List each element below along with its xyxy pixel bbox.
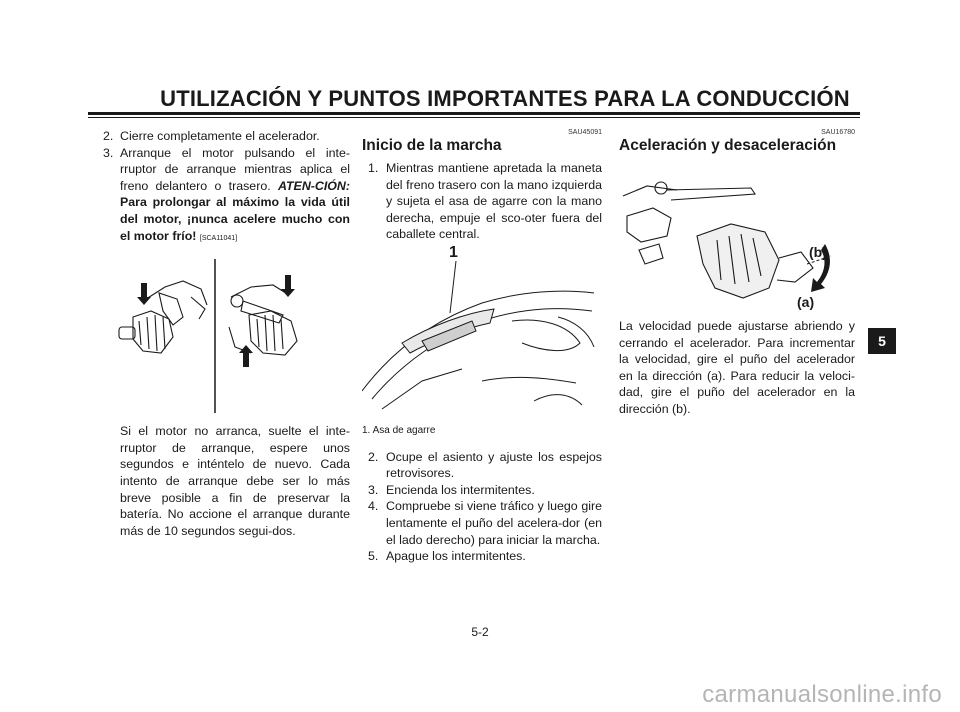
list-number: 4. — [368, 499, 379, 514]
list-number: 3. — [103, 145, 114, 160]
watermark: carmanualsonline.info — [702, 681, 942, 708]
arrow-up-icon — [239, 345, 253, 367]
list-item — [362, 498, 602, 548]
column-1 — [103, 128, 350, 539]
list-text: Encienda los intermitentes. — [386, 482, 535, 497]
arrow-down-icon — [137, 283, 151, 305]
direction-label-a: (a) — [797, 294, 815, 310]
list-text: Apague los intermitentes. — [386, 549, 526, 564]
arrow-down-icon — [281, 275, 295, 297]
list-item — [362, 449, 602, 482]
list-text: Compruebe si viene tráfico y luego gire lentamente el puño del acelera-dor (en el lado derecho) para iniciar la marcha. — [386, 499, 602, 547]
starter-illustration — [103, 257, 350, 415]
list-number: 2. — [103, 129, 114, 143]
list-item — [362, 160, 602, 243]
list-text: Mientras mantiene apretada la maneta del freno trasero con la mano izquierda y sujeta el asa de agarre con la mano derecha, empuje el sco-oter fuera del caballete central. — [386, 161, 602, 242]
steps-list — [362, 449, 602, 565]
section-code: SAU16780 — [821, 129, 855, 136]
starting-paragraph: Si el motor no arranca, suelte el inte-rruptor de arranque, espere unos segundos e inténtelo de nuevo. Cada intento de arranque debe ser lo más breve posible a fin de preservar la batería. No accione el arranque durante más de 10 segundos segui-dos. — [120, 424, 350, 538]
figure-caption: 1. Asa de agarre — [362, 424, 436, 436]
throttle-grip-image — [619, 160, 855, 310]
list-item — [362, 482, 602, 499]
list-number: 3. — [368, 482, 379, 497]
chapter-tab: 5 — [868, 328, 896, 354]
list-item — [362, 548, 602, 565]
page-header-title: UTILIZACIÓN Y PUNTOS IMPORTANTES PARA LA CONDUCCIÓN — [160, 86, 850, 111]
column-3 — [619, 128, 855, 418]
list-number: 5. — [368, 549, 379, 564]
list-text: Arranque el motor pulsando el inte-rruptor de arranque mientras aplica el freno delantero o trasero. — [120, 145, 350, 193]
list-item — [103, 145, 350, 248]
throttle-illustration — [619, 160, 855, 310]
direction-label-b: (b) — [809, 244, 827, 260]
list-number: 1. — [368, 161, 379, 175]
list-item — [103, 128, 350, 145]
list-number: 2. — [368, 449, 379, 464]
section-title: Inicio de la marcha — [362, 137, 502, 154]
caution-text: Para prolongar al máximo la vida útil del motor, ¡nunca acelere mucho con el motor frío! — [120, 195, 350, 243]
list-text: Cierre completamente el acelerador. — [120, 129, 320, 143]
section-title: Aceleración y desaceleración — [619, 137, 837, 154]
list-text: Ocupe el asiento y ajuste los espejos retrovisores. — [386, 449, 602, 481]
page-number: 5-2 — [471, 625, 489, 639]
brake-lever-hands-image — [103, 257, 350, 415]
section-code: SAU45091 — [568, 129, 602, 136]
header-rule-thin — [88, 117, 860, 118]
callout-label: 1 — [449, 243, 458, 261]
header-rule — [88, 112, 860, 115]
acceleration-paragraph: La velocidad puede ajustarse abriendo y cerrando el acelerador. Para incrementar la velocidad, gire el puño del acelerador en la dirección (a). Para reducir la veloci-dad, gire el puño del acelerador en la dirección (b). — [619, 319, 855, 416]
caution-label: ATEN-CIÓN: — [277, 178, 350, 193]
scooter-grab-bar-image — [362, 251, 602, 419]
caution-code: [SCA11041] — [199, 234, 238, 242]
column-2 — [362, 128, 602, 565]
grab-bar-illustration — [362, 243, 602, 419]
